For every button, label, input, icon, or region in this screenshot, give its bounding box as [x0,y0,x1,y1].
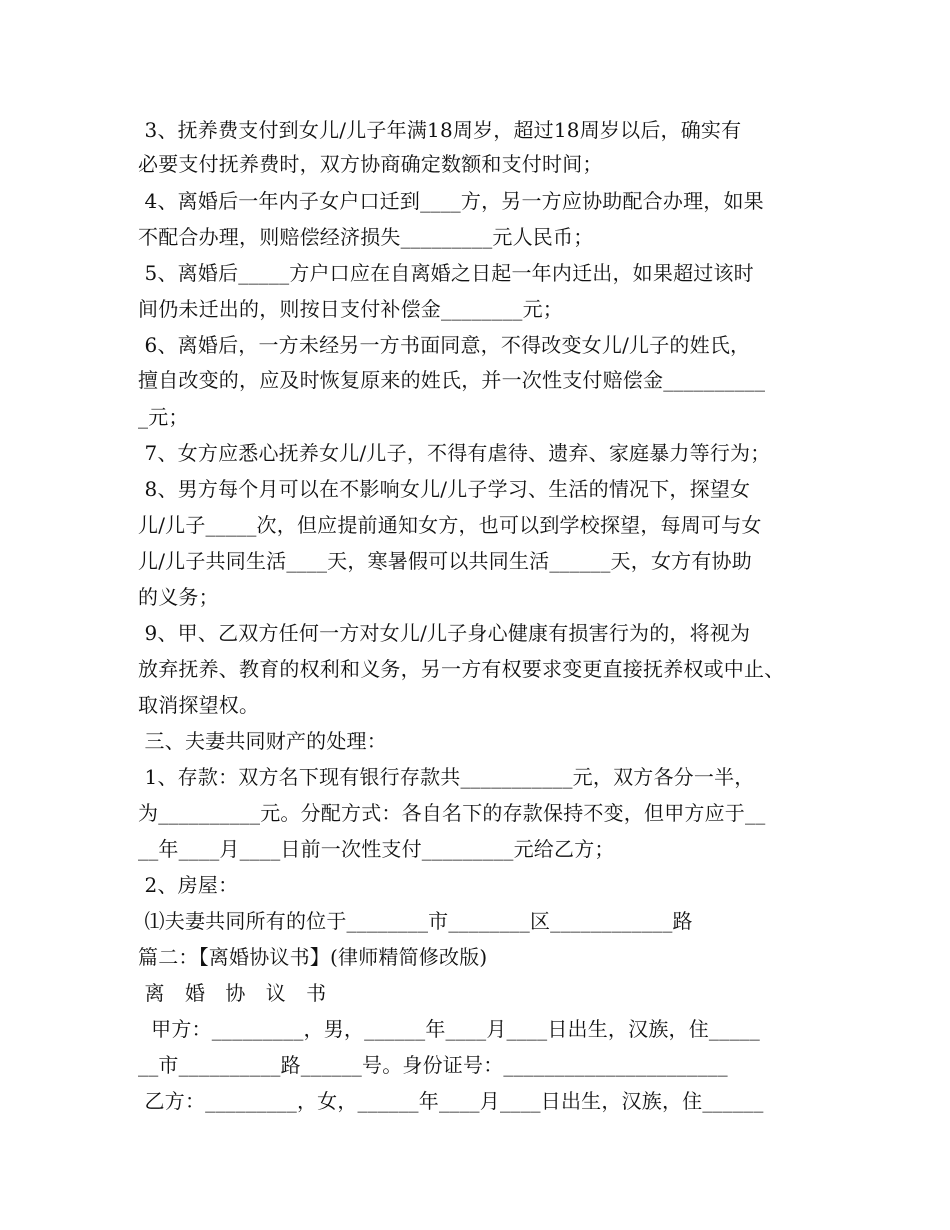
document-title: 离 婚 协 议 书 [138,981,327,1005]
text-line: 5、离婚后_____方户口应在自离婚之日起一年内迁出，如果超过该时 [138,261,754,285]
text-line: 2、房屋： [138,873,239,897]
text-line: 6、离婚后，一方未经另一方书面同意，不得改变女儿/儿子的姓氏， [138,333,751,357]
text-line: 取消探望权。 [138,693,260,717]
text-line: 不配合办理，则赔偿经济损失_________元人民币； [138,225,594,249]
text-line: 放弃抚养、教育的权利和义务，另一方有权要求变更直接抚养权或中止、 [138,657,785,681]
text-line: ⑴夫妻共同所有的位于________市________区____________路 [138,909,693,933]
text-line: 擅自改变的，应及时恢复原来的姓氏，并一次性支付赔偿金__________ [138,368,766,392]
text-line: __市__________路______号。身份证号：______________________ [138,1053,728,1077]
text-line: 4、离婚后一年内子女户口迁到____方，另一方应协助配合办理，如果 [138,189,764,213]
text-line: 1、存款：双方名下现有银行存款共___________元，双方各分一半， [138,765,755,789]
text-line: __年____月____日前一次性支付_________元给乙方； [138,837,615,861]
text-line: 儿/儿子_____次，但应提前通知女方，也可以到学校探望，每周可与女 [138,513,762,537]
text-line: _元； [138,405,189,429]
text-line: 为__________元。分配方式：各自名下的存款保持不变，但甲方应于__ [138,801,766,825]
text-line: 儿/儿子共同生活____天，寒暑假可以共同生活______天，女方有协助 [138,549,752,573]
article-heading: 篇二：【离婚协议书】(律师精简修改版) [138,945,488,969]
text-line: 7、女方应悉心抚养女儿/儿子，不得有虐待、遗弃、家庭暴力等行为； [138,441,771,465]
text-line: 9、甲、乙双方任何一方对女儿/儿子身心健康有损害行为的，将视为 [138,621,751,645]
text-line: 乙方：_________，女，______年____月____日出生，汉族，住______ [138,1089,764,1113]
text-line: 的义务； [138,585,219,609]
text-line: 必要支付抚养费时，双方协商确定数额和支付时间； [138,152,603,176]
text-line: 3、抚养费支付到女儿/儿子年满18周岁，超过18周岁以后，确实有 [138,118,742,142]
text-line: 甲方：_________，男，______年____月____日出生，汉族，住_____ [138,1017,760,1041]
text-line: 间仍未迁出的，则按日支付补偿金________元； [138,297,563,321]
section-heading: 三、夫妻共同财产的处理： [138,729,387,753]
text-line: 8、男方每个月可以在不影响女儿/儿子学习、生活的情况下，探望女 [138,477,751,501]
